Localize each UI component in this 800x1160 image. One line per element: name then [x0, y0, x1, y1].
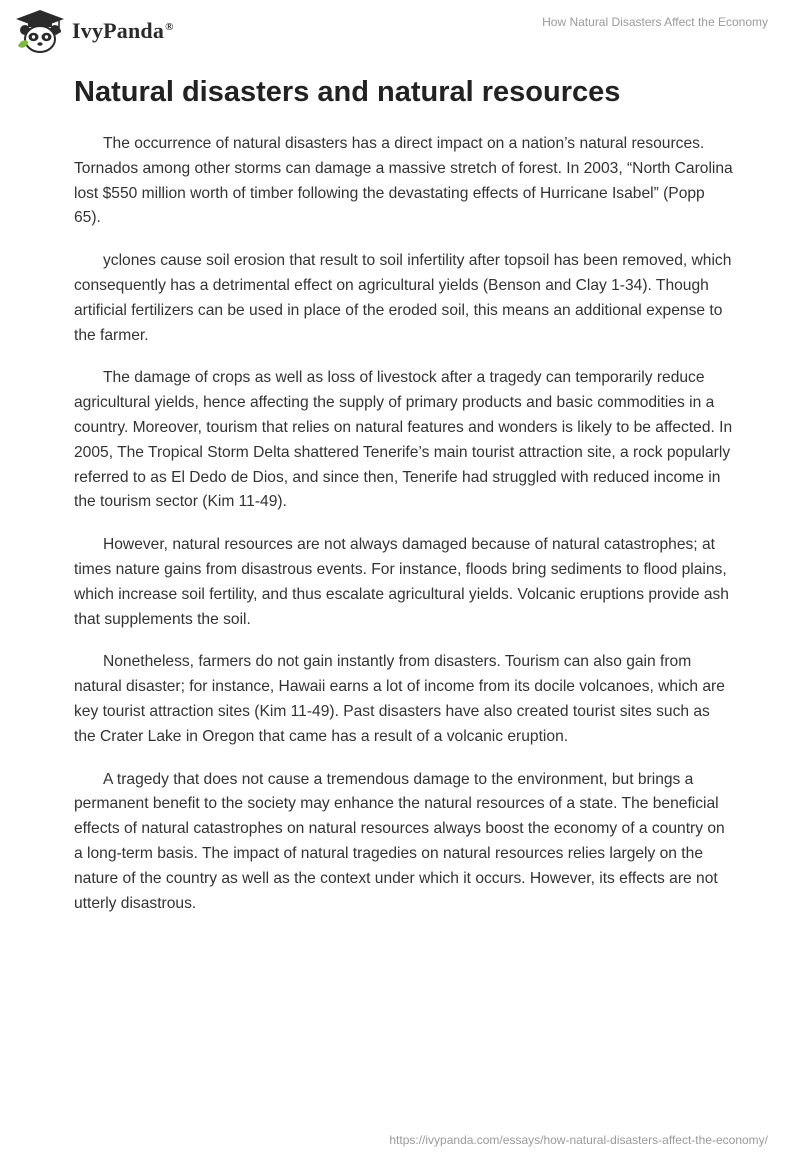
running-title: How Natural Disasters Affect the Economy: [542, 15, 768, 29]
paragraph-2: yclones cause soil erosion that result to soil infertility after topsoil has been removed, which consequently has a detrimental effect on agricultural yields (Benson and Clay 1-34). Though artificial fertilizers can be used in place of the eroded soil, this means an additional expense to the farmer.: [74, 252, 732, 344]
ivypanda-logo[interactable]: [14, 8, 174, 54]
registered-mark: ®: [165, 20, 174, 33]
paragraph-4: However, natural resources are not always damaged because of natural catastrophes; at times nature gains from disastrous events. For instance, floods bring sediments to flood plains, which increase soil fertility, and thus escalate agricultural yields. Volcanic eruptions provide ash that supplements the soil.: [74, 536, 729, 628]
brand-name: IvyPanda®: [72, 18, 174, 43]
panda-graduate-icon: [14, 8, 66, 54]
page-header: [0, 0, 800, 70]
paragraph-1: The occurrence of natural disasters has a direct impact on a nation’s natural resources. Tornados among other storms can damage a massive stretch of forest. In 2003, “North Carolina lost $550 million worth of timber following the devastating effects of Hurricane Isabel” (Popp 65).: [74, 135, 733, 227]
paragraph-5: Nonetheless, farmers do not gain instantly from disasters. Tourism can also gain from natural disaster; for instance, Hawaii earns a lot of income from its docile volcanoes, which are key tourist attraction sites (Kim 11-49). Past disasters have also created tourist sites such as the Crater Lake in Oregon that came has a result of a volcanic eruption.: [74, 653, 725, 745]
article: [74, 70, 734, 934]
page-title: Natural disasters and natural resources: [74, 76, 621, 108]
source-url[interactable]: https://ivypanda.com/essays/how-natural-disasters-affect-the-economy/: [389, 1133, 768, 1147]
paragraph-3: The damage of crops as well as loss of livestock after a tragedy can temporarily reduce agricultural yields, hence affecting the supply of primary products and basic commodities in a country. Moreover, tourism that relies on natural features and wonders is likely to be affected. In 2005, The Tropical Storm Delta shattered Tenerife’s main tourist attraction site, a rock popularly referred to as El Dedo de Dios, and since then, Tenerife had struggled with reduced income in the tourism sector (Kim 11-49).: [74, 369, 733, 511]
paragraph-6: A tragedy that does not cause a tremendous damage to the environment, but brings a permanent benefit to the society may enhance the natural resources of a state. The beneficial effects of natural catastrophes on natural resources always boost the economy of a country on a long-term basis. The impact of natural tragedies on natural resources relies largely on the nature of the country as well as the context under which it occurs. However, its effects are not utterly disastrous.: [74, 770, 725, 912]
